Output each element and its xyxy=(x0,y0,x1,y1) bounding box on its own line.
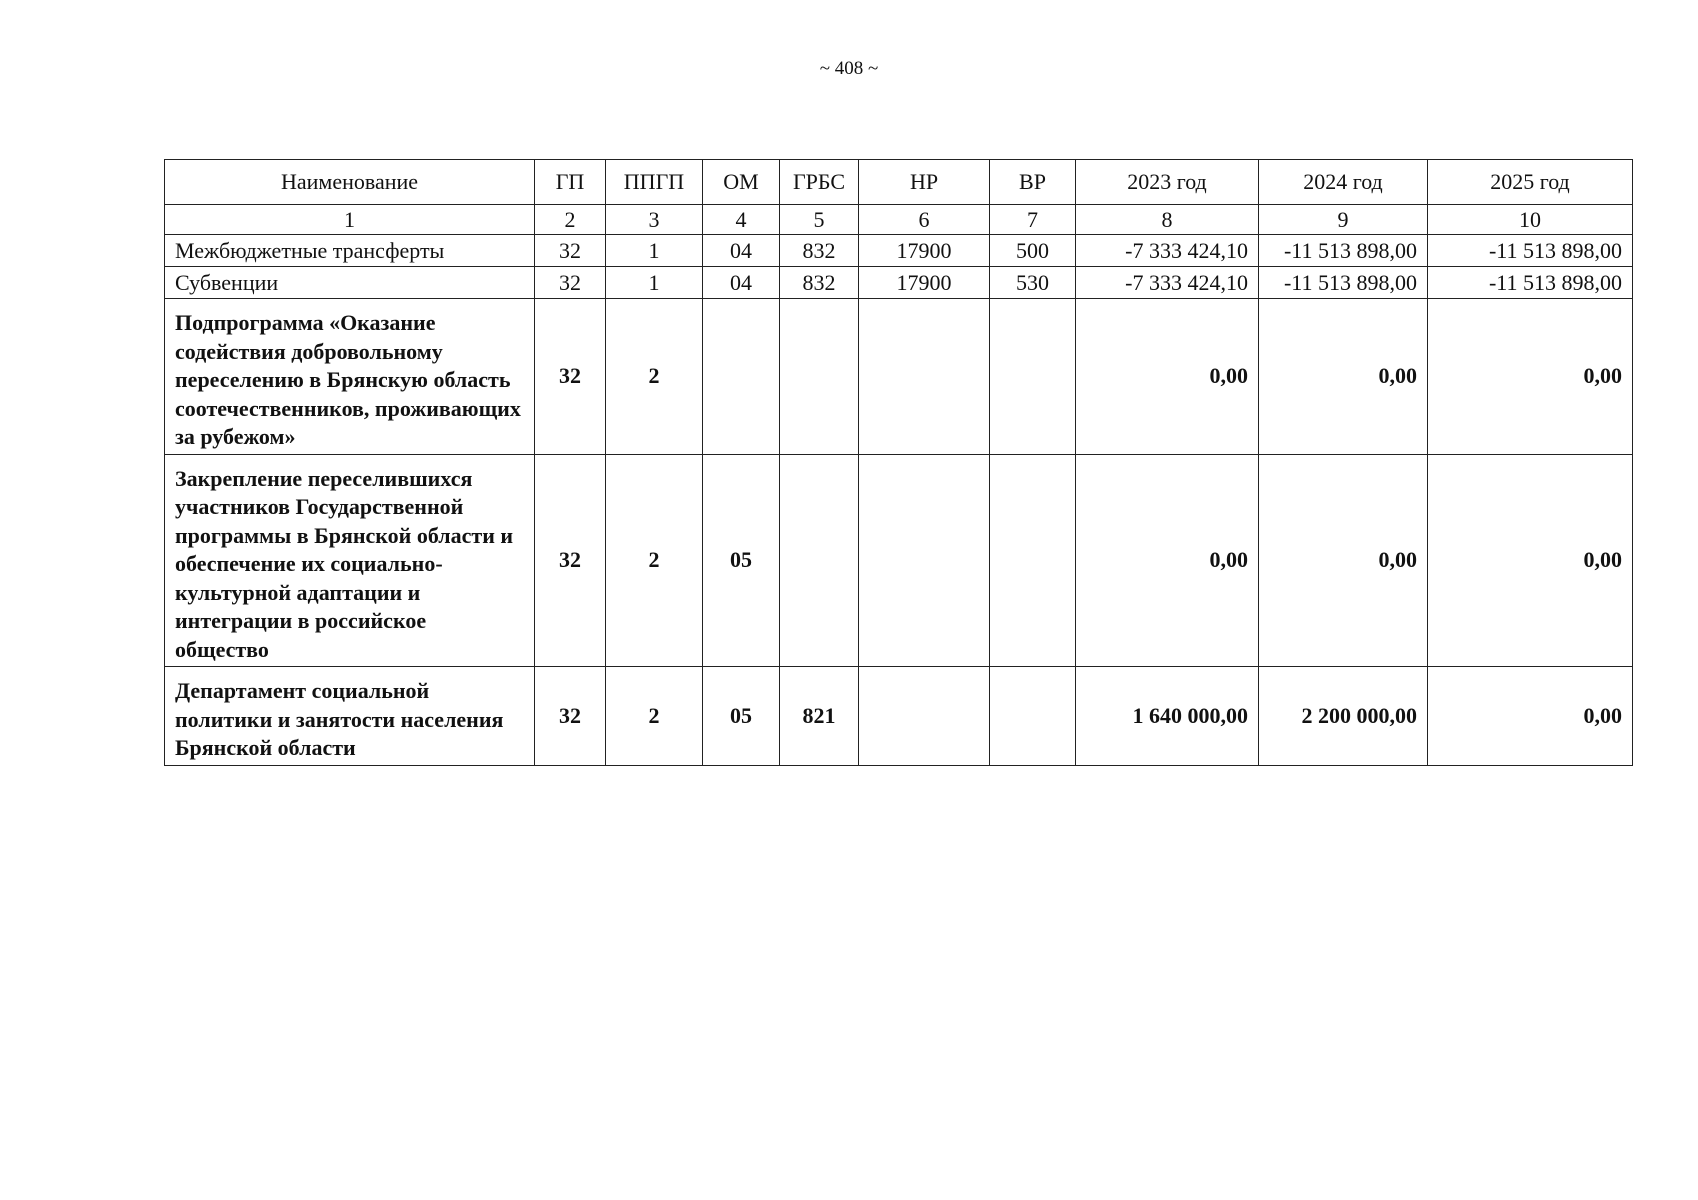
row-grbs: 832 xyxy=(780,235,859,267)
column-number: 9 xyxy=(1259,205,1428,235)
header-om: ОМ xyxy=(703,160,780,205)
budget-table xyxy=(164,159,1633,766)
row-amount-2024: -11 513 898,00 xyxy=(1259,235,1428,267)
row-om: 05 xyxy=(703,454,780,667)
column-number: 10 xyxy=(1428,205,1633,235)
row-nr xyxy=(859,299,990,455)
row-name: Закрепление переселившихся участников Государственной программы в Брянской области и обеспечение их социально-культурной адаптации и интеграции в российское общество xyxy=(165,454,535,667)
table-row xyxy=(165,235,1633,267)
column-number: 4 xyxy=(703,205,780,235)
row-amount-2024: 0,00 xyxy=(1259,299,1428,455)
row-amount-2023: 0,00 xyxy=(1076,454,1259,667)
row-grbs xyxy=(780,454,859,667)
row-amount-2023: 0,00 xyxy=(1076,299,1259,455)
row-nr xyxy=(859,667,990,766)
table-row xyxy=(165,454,1633,667)
column-number: 3 xyxy=(606,205,703,235)
row-nr xyxy=(859,454,990,667)
header-2025: 2025 год xyxy=(1428,160,1633,205)
row-vr xyxy=(990,299,1076,455)
row-vr: 530 xyxy=(990,267,1076,299)
row-name: Межбюджетные трансферты xyxy=(165,235,535,267)
row-ppgp: 2 xyxy=(606,454,703,667)
page-number: ~ 408 ~ xyxy=(819,58,879,79)
row-ppgp: 2 xyxy=(606,667,703,766)
row-gp: 32 xyxy=(535,267,606,299)
column-number: 8 xyxy=(1076,205,1259,235)
row-amount-2023: 1 640 000,00 xyxy=(1076,667,1259,766)
column-number: 7 xyxy=(990,205,1076,235)
header-name: Наименование xyxy=(165,160,535,205)
header-vr: ВР xyxy=(990,160,1076,205)
row-vr xyxy=(990,454,1076,667)
column-number: 2 xyxy=(535,205,606,235)
row-name: Департамент социальной политики и занятости населения Брянской области xyxy=(165,667,535,766)
row-grbs: 821 xyxy=(780,667,859,766)
row-ppgp: 2 xyxy=(606,299,703,455)
header-nr: НР xyxy=(859,160,990,205)
table-row xyxy=(165,267,1633,299)
header-grbs: ГРБС xyxy=(780,160,859,205)
row-amount-2024: 0,00 xyxy=(1259,454,1428,667)
row-amount-2025: -11 513 898,00 xyxy=(1428,267,1633,299)
row-gp: 32 xyxy=(535,299,606,455)
row-amount-2025: 0,00 xyxy=(1428,299,1633,455)
column-numbers-row xyxy=(165,205,1633,235)
table-row xyxy=(165,667,1633,766)
row-om: 04 xyxy=(703,267,780,299)
row-name: Субвенции xyxy=(165,267,535,299)
table-row xyxy=(165,299,1633,455)
row-om xyxy=(703,299,780,455)
row-nr: 17900 xyxy=(859,235,990,267)
column-number: 5 xyxy=(780,205,859,235)
row-amount-2025: 0,00 xyxy=(1428,454,1633,667)
row-om: 05 xyxy=(703,667,780,766)
row-ppgp: 1 xyxy=(606,267,703,299)
row-amount-2023: -7 333 424,10 xyxy=(1076,267,1259,299)
row-vr: 500 xyxy=(990,235,1076,267)
row-gp: 32 xyxy=(535,235,606,267)
header-2024: 2024 год xyxy=(1259,160,1428,205)
row-amount-2023: -7 333 424,10 xyxy=(1076,235,1259,267)
row-gp: 32 xyxy=(535,454,606,667)
row-amount-2024: -11 513 898,00 xyxy=(1259,267,1428,299)
row-gp: 32 xyxy=(535,667,606,766)
row-nr: 17900 xyxy=(859,267,990,299)
header-gp: ГП xyxy=(535,160,606,205)
row-vr xyxy=(990,667,1076,766)
header-ppgp: ППГП xyxy=(606,160,703,205)
row-amount-2025: 0,00 xyxy=(1428,667,1633,766)
column-number: 6 xyxy=(859,205,990,235)
row-grbs: 832 xyxy=(780,267,859,299)
row-om: 04 xyxy=(703,235,780,267)
row-grbs xyxy=(780,299,859,455)
header-2023: 2023 год xyxy=(1076,160,1259,205)
row-ppgp: 1 xyxy=(606,235,703,267)
column-number: 1 xyxy=(165,205,535,235)
row-amount-2024: 2 200 000,00 xyxy=(1259,667,1428,766)
row-amount-2025: -11 513 898,00 xyxy=(1428,235,1633,267)
row-name: Подпрограмма «Оказание содействия добровольному переселению в Брянскую область соотечественников, проживающих за рубежом» xyxy=(165,299,535,455)
header-row xyxy=(165,160,1633,205)
